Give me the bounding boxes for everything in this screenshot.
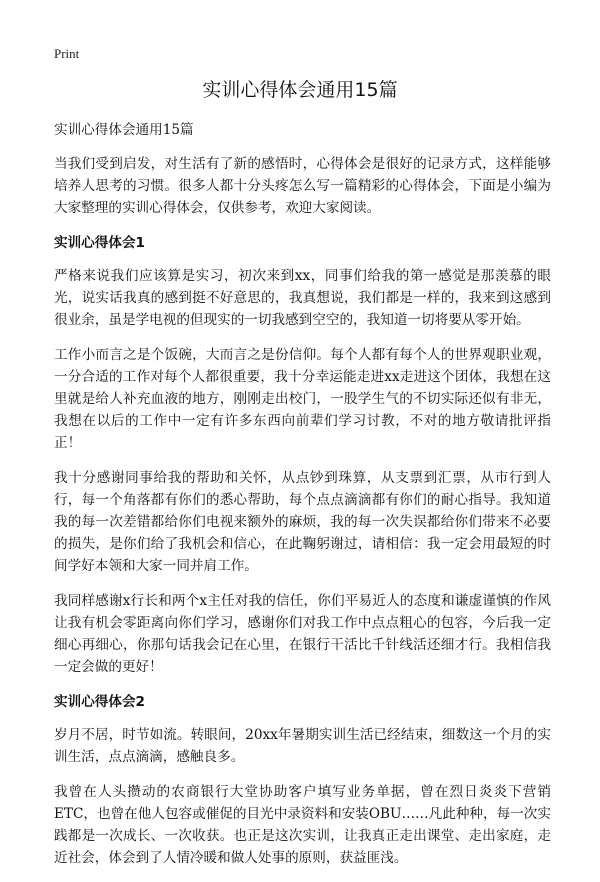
print-label[interactable]: Print bbox=[54, 46, 80, 61]
paragraph: 我同样感谢x行长和两个x主任对我的信任，你们平易近人的态度和谦虚谨慎的作风让我有机会零距离向你们学习，感谢你们对我工作中点点粗心的包容，今后我一定细心再细心，你那句话我会记在心里，在银行干活比千针线活还细才行。我相信我一定会做的更好！ bbox=[54, 593, 551, 675]
section-heading: 实训心得体会2 bbox=[54, 694, 146, 710]
paragraph: 我十分感谢同事给我的帮助和关怀，从点钞到珠算，从支票到汇票，从市行到人行，每一个角落都有你们的悉心帮助，每个点点滴滴都有你们的耐心指导。我知道我的每一次差错都给你们电视来额外的麻烦，我的每一次失误都给你们带来不必要的损失，是你们给了我机会和信心，在此鞠躬谢过，请相信：我一定会用最短的时间学好本领和大家一同并肩工作。 bbox=[54, 470, 551, 574]
paragraph: 工作小而言之是个饭碗，大而言之是份信仰。每个人都有每个人的世界观职业观，一分合适的工作对每个人都很重要，我十分幸运能走进xx走进这个团体，我想在这里就是给人补充血液的地方，刚刚走出校门，一股学生气的不切实际还似有非无，我想在以后的工作中一定有许多东西向前辈们学习讨教，不对的地方敬请批评指正！ bbox=[54, 347, 551, 451]
intro-paragraph: 当我们受到启发，对生活有了新的感悟时，心得体会是很好的记录方式，这样能够培养人思考的习惯。很多人都十分头疼怎么写一篇精彩的心得体会，下面是小编为大家整理的实训心得体会，仅供参考，欢迎大家阅读。 bbox=[54, 156, 551, 216]
document-body bbox=[54, 119, 551, 882]
section-heading: 实训心得体会1 bbox=[54, 235, 146, 251]
document-subtitle: 实训心得体会通用15篇 bbox=[54, 122, 194, 138]
document-title: 实训心得体会通用15篇 bbox=[202, 79, 398, 101]
paragraph: 岁月不居，时节如流。转眼间，20xx年暑期实训生活已经结束，细数这一个月的实训生活，点点滴滴，感触良多。 bbox=[54, 727, 551, 765]
paragraph: 严格来说我们应该算是实习，初次来到xx，同事们给我的第一感觉是那羡慕的眼光，说实话我真的感到挺不好意思的，我真想说，我们都是一样的，我来到这感到很业余，虽是学电视的但现实的一切我感到空空的，我知道一切将要从零开始。 bbox=[54, 268, 551, 328]
paragraph: 我曾在人头攒动的农商银行大堂协助客户填写业务单据，曾在烈日炎炎下营销ETC，也曾在他人包容或催促的目光中录资料和安装OBU……凡此种种，每一次实践都是一次成长、一次收获。也正是这次实训，让我真正走出课堂、走出家庭，走近社会，体会到了人情冷暖和做人处事的原则，获益匪浅。 bbox=[54, 784, 551, 866]
